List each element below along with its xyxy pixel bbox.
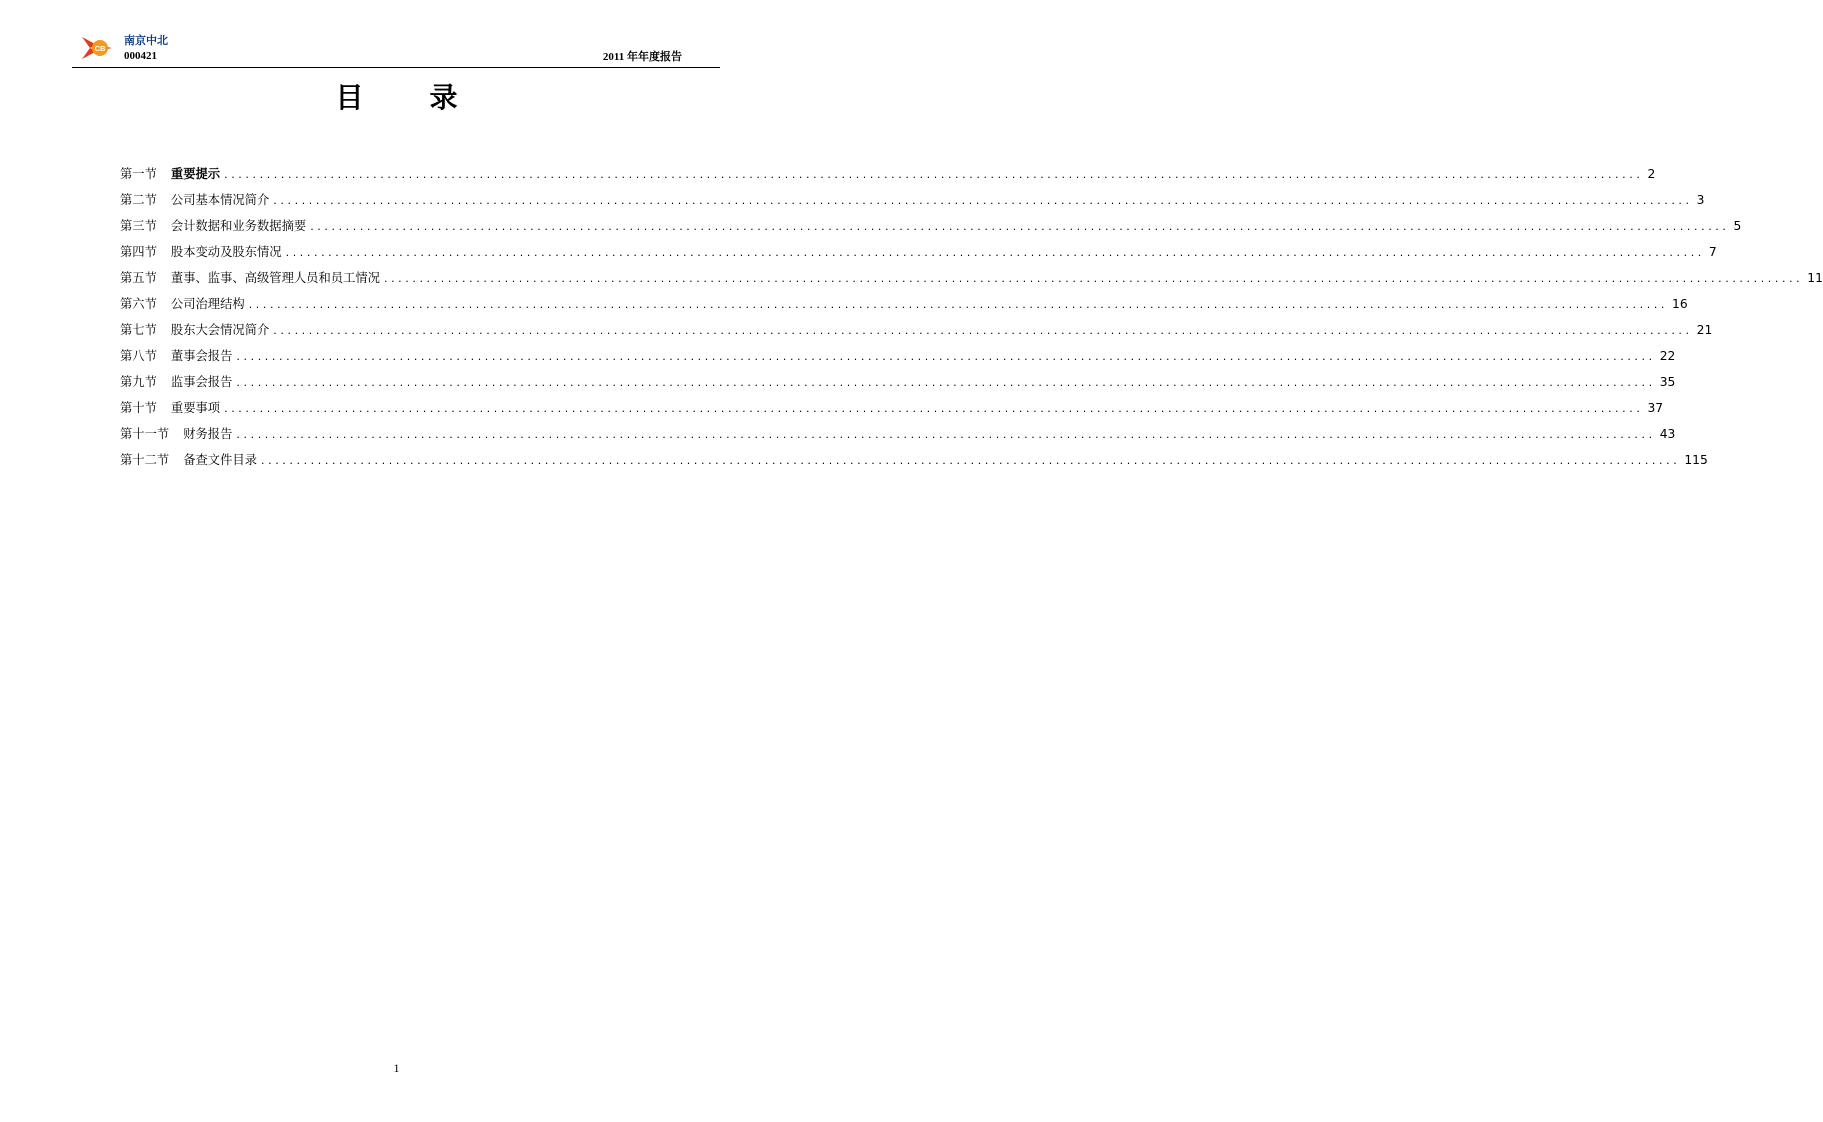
toc-item[interactable] [120,450,1708,476]
toc-page: 5 [1733,219,1742,233]
title-char-1: 目 [335,81,364,114]
toc-section: 第五节 [120,271,157,285]
toc-title: 股东大会情况简介 [170,323,270,337]
toc-leader: ........................................................................................................................................................................................................ [236,428,1656,441]
toc-item[interactable] [120,398,1664,424]
toc-section: 第十二节 [120,453,170,467]
toc-section: 第七节 [120,323,157,337]
toc-leader: ........................................................................................................................................................................................................ [248,298,1669,311]
toc-title: 重要提示 [170,167,221,181]
toc-title: 重要事项 [170,401,221,415]
toc-leader: ........................................................................................................................................................................................................ [273,324,1693,337]
toc-page: 43 [1659,427,1676,441]
page-number: 1 [393,1061,400,1075]
toc-leader: ........................................................................................................................................................................................................ [285,246,1705,259]
toc-item[interactable] [120,268,1823,294]
toc-section: 第十节 [120,401,157,415]
toc-leader: ........................................................................................................................................................................................................ [236,376,1656,389]
toc-leader: ........................................................................................................................................................................................................ [236,350,1656,363]
toc-section: 第六节 [120,297,157,311]
toc-page: 21 [1696,323,1713,337]
toc-page: 22 [1659,349,1676,363]
toc-page: 11 [1807,271,1823,285]
toc-page: 7 [1708,245,1717,259]
stock-code: 000421 [124,50,157,62]
page-header [72,28,720,68]
company-name: 南京中北 [124,34,168,47]
toc-item[interactable] [120,320,1713,346]
toc-page: 37 [1647,401,1664,415]
toc-page: 35 [1659,375,1676,389]
title-char-2: 录 [429,81,458,114]
toc-leader: ........................................................................................................................................................................................................ [224,168,1644,181]
logo-text: CB [94,44,106,53]
toc-title: 会计数据和业务数据摘要 [170,219,307,233]
toc-leader: ........................................................................................................................................................................................................ [310,220,1730,233]
toc-title: 董事、监事、高级管理人员和员工情况 [170,271,380,285]
toc-title: 备查文件目录 [183,453,257,467]
toc-leader: ........................................................................................................................................................................................................ [224,402,1644,415]
toc-item[interactable] [120,190,1705,216]
toc-title: 财务报告 [183,427,233,441]
page-title [0,76,793,116]
toc-title: 公司治理结构 [170,297,245,311]
toc-page: 3 [1696,193,1705,207]
toc-item[interactable] [120,242,1717,268]
report-title: 2011 年年度报告 [602,51,682,63]
toc-title: 公司基本情况简介 [170,193,270,207]
toc-page: 115 [1684,453,1708,467]
toc-section: 第八节 [120,349,157,363]
table-of-contents [120,164,1823,476]
toc-title: 董事会报告 [170,349,233,363]
toc-leader: ........................................................................................................................................................................................................ [273,194,1693,207]
toc-item[interactable] [120,372,1676,398]
toc-section: 第二节 [120,193,157,207]
toc-section: 第三节 [120,219,157,233]
toc-title: 监事会报告 [170,375,233,389]
toc-item[interactable] [120,294,1688,320]
toc-item[interactable] [120,346,1676,372]
toc-page: 2 [1647,167,1656,181]
toc-title: 股本变动及股东情况 [170,245,282,259]
toc-section: 第九节 [120,375,157,389]
company-logo [80,31,114,65]
toc-section: 第十一节 [120,427,170,441]
toc-leader: ........................................................................................................................................................................................................ [261,454,1681,467]
toc-page: 16 [1672,297,1688,311]
toc-section: 第四节 [120,245,157,259]
toc-section: 第一节 [120,167,157,181]
toc-item[interactable] [120,424,1676,450]
toc-item[interactable] [120,164,1656,190]
toc-item[interactable] [120,216,1742,242]
toc-leader: ........................................................................................................................................................................................................ [383,272,1804,285]
